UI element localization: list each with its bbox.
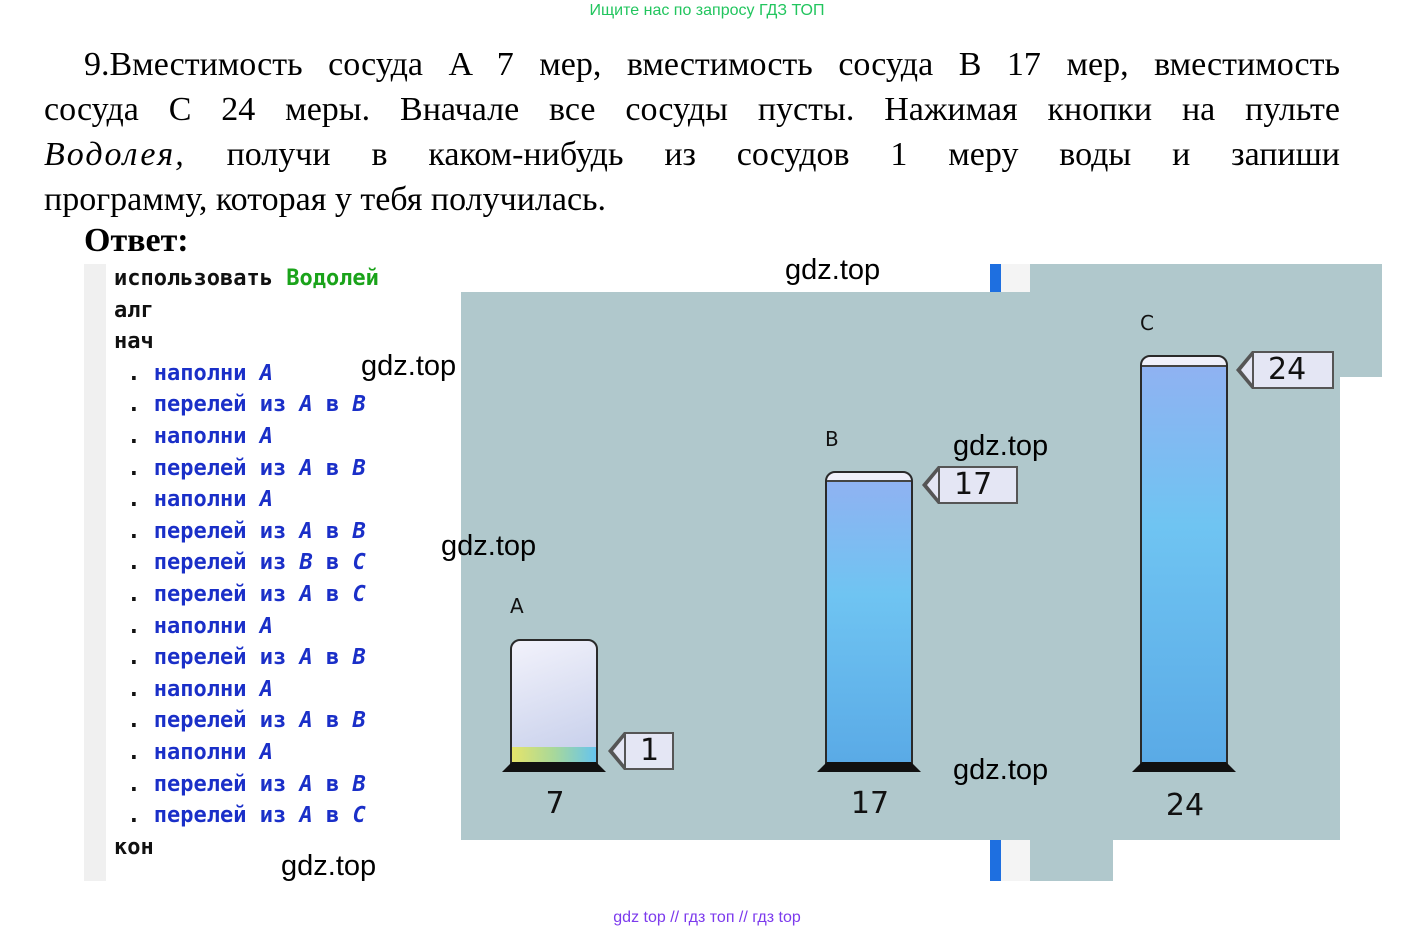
command-keyword: в [325, 392, 340, 417]
code-line-command [114, 643, 366, 673]
vessel-a [510, 639, 598, 765]
command-arg: B [352, 772, 366, 797]
command-keyword: наполни [153, 740, 247, 765]
line-bullet: . [114, 740, 141, 765]
command-keyword: наполни [153, 677, 247, 702]
code-line-command [114, 454, 366, 484]
vessel-b-stand [817, 762, 921, 772]
command-keyword: перелей из [153, 550, 287, 575]
line-bullet: . [114, 361, 141, 386]
command-arg: A [299, 803, 313, 828]
command-arg: A [299, 392, 313, 417]
line-bullet: . [114, 708, 141, 733]
command-arg: A [259, 740, 273, 765]
code-line-command [114, 548, 366, 578]
command-keyword: в [325, 645, 340, 670]
code-line-command [114, 580, 366, 610]
command-arg: C [352, 803, 366, 828]
command-keyword: в [325, 550, 340, 575]
command-keyword: наполни [153, 487, 247, 512]
vessel-a-stand [502, 762, 606, 772]
vessel-b [825, 471, 913, 765]
problem-line-2: сосуда C 24 меры. Вначале все сосуды пусты. Нажимая кнопки на пульте [44, 91, 1340, 128]
command-keyword: перелей из [153, 708, 287, 733]
command-keyword: наполни [153, 361, 247, 386]
line-bullet: . [114, 392, 141, 417]
command-arg: C [352, 550, 366, 575]
vessel-b-capacity: 17 [850, 786, 890, 821]
vessel-c [1140, 355, 1228, 765]
command-arg: A [259, 487, 273, 512]
top-banner[interactable]: Ищите нас по запросу ГДЗ ТОП [589, 2, 825, 19]
line-bullet: . [114, 519, 141, 544]
command-arg: A [299, 772, 313, 797]
command-arg: B [352, 645, 366, 670]
vessel-b-label: B [825, 427, 839, 451]
command-arg: A [299, 645, 313, 670]
keyword-end: кон [114, 835, 154, 860]
command-keyword: в [325, 803, 340, 828]
vessel-b-amount: 17 [938, 466, 1018, 504]
command-keyword: перелей из [153, 392, 287, 417]
simulator-bottom-area [1030, 838, 1113, 881]
command-arg: A [299, 519, 313, 544]
code-line-command [114, 517, 366, 547]
line-bullet: . [114, 487, 141, 512]
line-bullet: . [114, 803, 141, 828]
problem-line-4: программу, которая у тебя получилась. [44, 181, 607, 218]
code-line-command [114, 706, 366, 736]
vessel-b-water [827, 480, 911, 763]
command-keyword: перелей из [153, 582, 287, 607]
command-keyword: в [325, 456, 340, 481]
command-keyword: перелей из [153, 803, 287, 828]
keyword-alg: алг [114, 298, 154, 323]
problem-line-3 [44, 132, 1340, 177]
command-keyword: перелей из [153, 645, 287, 670]
vessel-c-label: C [1140, 311, 1154, 335]
watermark-6: gdz.top [281, 850, 377, 882]
code-line-command [114, 422, 273, 452]
code-line-end [114, 833, 154, 863]
vessel-c-water [1142, 365, 1226, 763]
watermark-2: gdz.top [361, 350, 457, 382]
command-keyword: перелей из [153, 456, 287, 481]
keyword-use: использовать [114, 266, 273, 291]
line-bullet: . [114, 614, 141, 639]
code-line-command [114, 770, 366, 800]
code-line-use [114, 264, 379, 294]
problem-line-3-rest: получи в каком-нибудь из сосудов 1 меру воды и запиши [185, 136, 1340, 173]
line-bullet: . [114, 550, 141, 575]
code-line-alg [114, 296, 154, 326]
command-arg: A [259, 614, 273, 639]
command-keyword: перелей из [153, 519, 287, 544]
command-arg: A [259, 677, 273, 702]
line-bullet: . [114, 456, 141, 481]
watermark-1: gdz.top [785, 254, 881, 286]
watermark-4: gdz.top [441, 530, 537, 562]
vessel-c-amount: 24 [1252, 351, 1334, 389]
keyword-begin: нач [114, 329, 154, 354]
command-arg: B [352, 519, 366, 544]
command-keyword: в [325, 772, 340, 797]
command-keyword: перелей из [153, 772, 287, 797]
command-arg: B [299, 550, 313, 575]
code-line-command [114, 801, 366, 831]
answer-label: Ответ: [84, 222, 189, 259]
bottom-banner[interactable]: gdz top // гдз топ // гдз top [613, 909, 801, 926]
code-line-command [114, 485, 273, 515]
code-line-command [114, 675, 273, 705]
problem-italic-name: Водолея, [44, 136, 186, 173]
code-line-command [114, 738, 273, 768]
line-bullet: . [114, 424, 141, 449]
executor-name: Водолей [286, 266, 379, 291]
watermark-5: gdz.top [953, 754, 1049, 786]
vessel-a-label: A [510, 594, 524, 618]
line-bullet: . [114, 772, 141, 797]
command-arg: A [299, 708, 313, 733]
code-line-command [114, 390, 366, 420]
scrollbar-thumb-bottom[interactable] [990, 840, 1001, 881]
command-keyword: наполни [153, 614, 247, 639]
command-keyword: в [325, 582, 340, 607]
code-gutter [84, 264, 106, 881]
watermark-3: gdz.top [953, 430, 1049, 462]
line-bullet: . [114, 582, 141, 607]
vessel-c-capacity: 24 [1165, 788, 1205, 823]
command-arg: A [259, 424, 273, 449]
vessel-a-water [512, 747, 596, 763]
command-arg: A [299, 582, 313, 607]
command-arg: C [352, 582, 366, 607]
vessel-c-stand [1132, 762, 1236, 772]
problem-text [44, 42, 1340, 222]
code-line-begin [114, 327, 154, 357]
command-arg: A [299, 456, 313, 481]
command-arg: B [352, 708, 366, 733]
command-keyword: наполни [153, 424, 247, 449]
scrollbar-thumb-top[interactable] [990, 264, 1001, 292]
code-line-command [114, 612, 273, 642]
code-line-command [114, 359, 273, 389]
command-arg: B [352, 456, 366, 481]
command-arg: A [259, 361, 273, 386]
line-bullet: . [114, 645, 141, 670]
line-bullet: . [114, 677, 141, 702]
vessel-a-capacity: 7 [545, 786, 565, 821]
problem-line-1: 9.Вместимость сосуда A 7 мер, вместимость сосуда B 17 мер, вместимость [84, 46, 1340, 83]
command-keyword: в [325, 519, 340, 544]
vessel-a-amount: 1 [624, 732, 674, 770]
command-keyword: в [325, 708, 340, 733]
command-arg: B [352, 392, 366, 417]
